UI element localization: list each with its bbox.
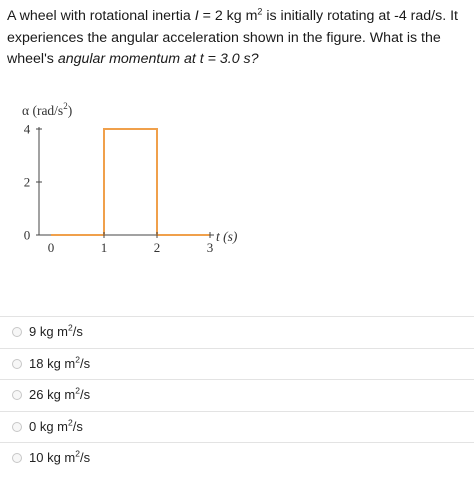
x-axis-label: t (s) xyxy=(216,229,238,244)
choice-unit: /s xyxy=(72,418,83,434)
x-tick-label: 0 xyxy=(47,240,55,255)
radio-button[interactable] xyxy=(12,453,22,463)
choice-label xyxy=(29,387,90,403)
y-tick-label: 2 xyxy=(23,174,31,190)
choice-text: 18 kg m xyxy=(29,355,76,371)
y-tick-label: 0 xyxy=(23,227,31,243)
question-part: A wheel with rotational inertia xyxy=(7,8,195,24)
y-axis-label-text: α (rad/s xyxy=(22,103,64,118)
superscript: 2 xyxy=(75,354,80,365)
y-axis-label-sup: 2 xyxy=(63,101,68,111)
acceleration-series-line xyxy=(51,129,210,235)
x-tick-label: 1 xyxy=(100,240,108,255)
question-italic-tail: angular momentum at t xyxy=(57,51,204,67)
inertia-symbol: I xyxy=(194,8,199,24)
question-tail: = 3.0 s? xyxy=(203,51,259,67)
radio-button[interactable] xyxy=(12,390,22,400)
choice-unit: /s xyxy=(79,450,91,465)
acceleration-graph xyxy=(0,95,260,265)
superscript: 2 xyxy=(75,385,80,396)
question-part: = 2 kg m xyxy=(198,8,258,24)
choice-unit: /s xyxy=(79,355,91,371)
choice-text: 0 kg m xyxy=(29,418,69,434)
superscript: 2 xyxy=(68,417,73,428)
superscript: 2 xyxy=(257,6,263,17)
choice-label xyxy=(29,356,90,372)
answer-choice[interactable] xyxy=(0,442,474,474)
y-axis-label xyxy=(22,101,72,118)
answer-choice[interactable] xyxy=(0,411,474,443)
superscript: 2 xyxy=(68,322,73,333)
choice-label xyxy=(29,324,83,340)
y-axis-label-close: ) xyxy=(67,103,73,118)
choice-unit: /s xyxy=(79,387,91,402)
acceleration-chart xyxy=(0,95,260,265)
radio-button[interactable] xyxy=(12,327,22,337)
x-tick-label: 2 xyxy=(153,240,161,255)
choice-unit: /s xyxy=(72,324,83,339)
answer-choice[interactable] xyxy=(0,316,474,348)
question-text xyxy=(7,6,469,71)
x-tick-label: 3 xyxy=(206,240,214,255)
question-part: is initially rotating at -4 rad/s. It experiences the angular acceleration shown in the figure. What is the wheel's xyxy=(7,8,458,67)
choice-text: 10 kg m xyxy=(29,450,76,465)
series-group xyxy=(51,129,210,235)
choice-label xyxy=(29,419,83,435)
answer-choice[interactable] xyxy=(0,379,474,411)
choice-text: 9 kg m xyxy=(29,324,69,339)
choice-label xyxy=(29,450,90,466)
answer-choices xyxy=(0,316,474,474)
answer-choice[interactable] xyxy=(0,348,474,380)
superscript: 2 xyxy=(75,448,80,459)
choice-text: 26 kg m xyxy=(29,387,76,402)
radio-button[interactable] xyxy=(12,422,22,432)
axes xyxy=(39,127,214,235)
radio-button[interactable] xyxy=(12,359,22,369)
y-tick-label: 4 xyxy=(23,121,31,137)
